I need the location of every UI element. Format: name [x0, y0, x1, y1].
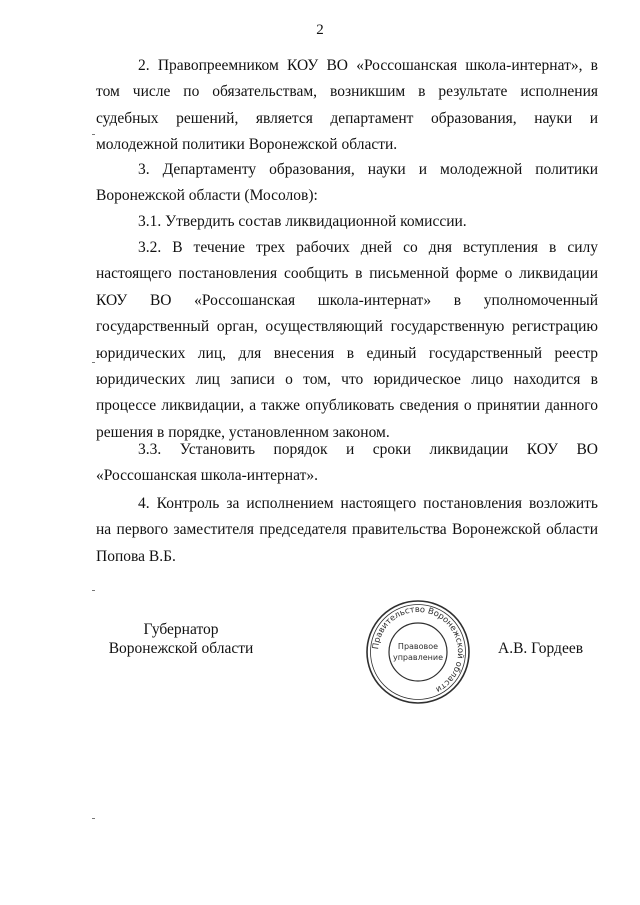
paragraph-4: 4. Контроль за исполнением настоящего постановления возложить на первого заместителя председателя правительства Воронежской области Попова В.Б.	[96, 495, 598, 565]
signature-title-line1: Губернатор	[143, 621, 219, 638]
paragraph-3: 3. Департаменту образования, науки и молодежной политики Воронежской области (Мосолов):	[96, 161, 598, 205]
official-stamp	[364, 598, 472, 706]
signature-name: А.В. Гордеев	[498, 640, 584, 657]
page-number: 2	[316, 22, 324, 38]
scan-mark	[92, 590, 95, 591]
scan-mark	[92, 818, 95, 819]
stamp-inner-line1: Правовое	[397, 642, 439, 651]
stamp-outer-ring	[367, 601, 469, 703]
paragraph-3-3: 3.3. Установить порядок и сроки ликвидации КОУ ВО «Россошанская школа-интернат».	[96, 441, 598, 485]
paragraph-3-2: 3.2. В течение трех рабочих дней со дня вступления в силу настоящего постановления сообщить в письменной форме о ликвидации КОУ ВО «Россошанская школа-интернат» в уполномоченный государственный орган, осуществляющий государственную регистрацию юридических лиц, для внесения в единый государственный реестр юридических лиц записи о том, что юридическое лицо находится в процессе ликвидации, а также опубликовать сведения о принятии данного решения в порядке, установленном законом.	[96, 239, 598, 441]
stamp-inner-ring	[389, 623, 447, 681]
signature-title-line2: Воронежской области	[108, 640, 254, 657]
scan-mark	[92, 134, 95, 135]
signature-title	[96, 620, 266, 658]
stamp-outer-text: Правительство Воронежской области	[370, 603, 467, 696]
paragraph-3-1: 3.1. Утвердить состав ликвидационной комиссии.	[138, 213, 467, 230]
stamp-inner-line2: управление	[392, 653, 444, 662]
paragraph-2: 2. Правопреемником КОУ ВО «Россошанская школа-интернат», в том числе по обязательствам, возникшим в результате исполнения судебных решений, является департамент образования, науки и молодежной политики Воронежской области.	[96, 57, 598, 154]
scan-mark	[92, 362, 95, 363]
